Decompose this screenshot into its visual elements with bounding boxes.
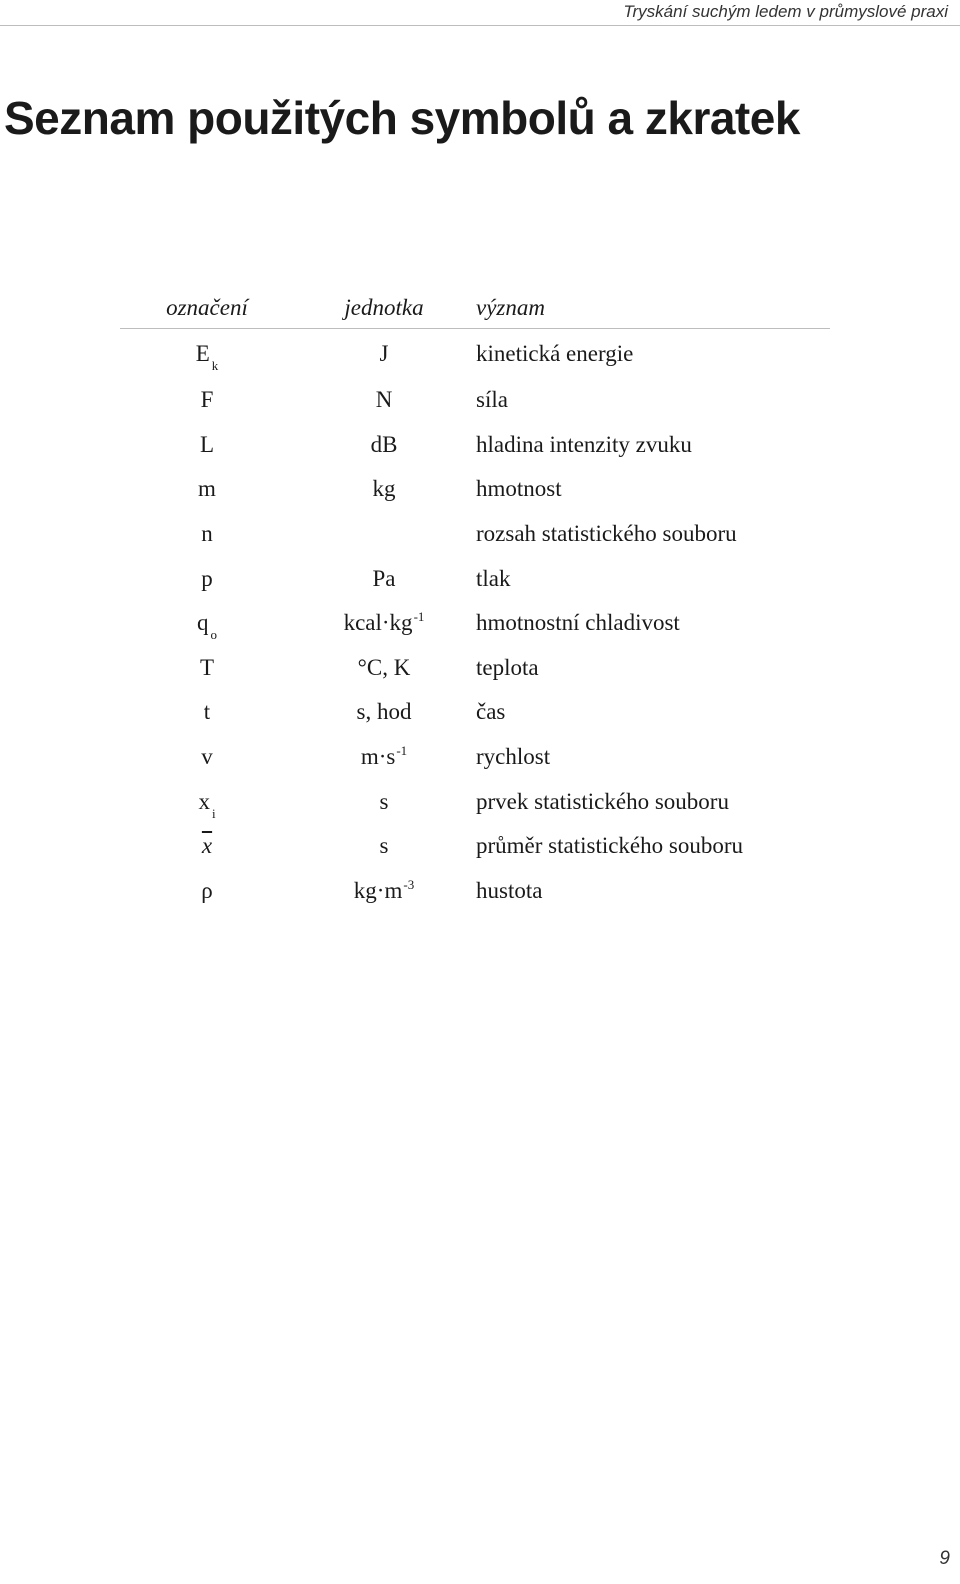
table-row [120,824,830,869]
meaning-cell: síla [476,387,508,413]
running-header: Tryskání suchým ledem v průmyslové praxi [623,2,948,21]
column-header-unit: jednotka [294,288,474,329]
unit-cell: $kcal\cdot kg^{-1}$ [343,609,425,636]
column-header-meaning: význam [474,288,830,329]
unit-cell: $kg\cdot m^{-3}$ [353,876,415,903]
page-title: Seznam použitých symbolů a zkratek [4,92,800,144]
unit-cell: s [379,788,389,814]
table-row [120,329,830,379]
meaning-cell: kinetická energie [476,340,634,366]
header-rule [0,25,960,26]
table-row [120,423,830,468]
table-header-row [120,288,830,329]
symbol-cell: n [201,521,213,547]
meaning-cell: hmotnost [476,476,562,502]
unit-cell: J [379,340,389,366]
symbol-cell: v [201,744,213,770]
symbol-cell: F [200,387,214,413]
meaning-cell: hustota [476,877,543,903]
unit-cell: s, hod [356,699,412,725]
table-row [120,779,830,824]
symbols-table [120,288,830,913]
symbol-cell [120,824,294,869]
table-row [120,467,830,512]
table-row [120,646,830,691]
meaning-cell: hladina intenzity zvuku [476,431,692,457]
table-row [120,556,830,601]
unit-cell: $m\cdot s^{-1}$ [360,743,408,770]
symbol-cell: p [201,565,213,591]
meaning-cell: rozsah statistického souboru [476,521,737,547]
table-row [120,869,830,914]
symbol-cell: t [203,699,211,725]
meaning-cell: průměr statistického souboru [476,833,744,859]
meaning-cell: rychlost [476,744,551,770]
meaning-cell: prvek statistického souboru [476,788,729,814]
symbol-cell: q $_o$ [197,610,217,643]
page-number: 9 [939,1548,950,1569]
meaning-cell: čas [476,699,506,725]
symbol-cell: ρ [201,877,213,903]
unit-cell: dB [370,431,398,457]
meaning-cell: teplota [476,654,539,680]
symbol-cell: L [199,431,215,457]
x-bar-symbol: $\overline{x}$ [201,833,213,859]
unit-cell: kg [372,476,396,502]
table-row [120,690,830,735]
table-row [120,378,830,423]
unit-cell: Pa [372,565,396,591]
unit-cell: s [379,833,389,859]
symbol-cell: x $_i$ [198,788,216,821]
unit-cell: N [375,387,393,413]
unit-cell: °C, K [357,654,411,680]
unit-cell [294,512,474,557]
table-row [120,735,830,780]
meaning-cell: tlak [476,565,511,591]
symbol-cell: E $_k$ [195,340,219,373]
meaning-cell: hmotnostní chladivost [476,610,680,636]
column-header-symbol: označení [120,288,294,329]
table-row [120,601,830,646]
symbol-cell: T [199,654,215,680]
symbol-cell: m [198,476,216,502]
table-row [120,512,830,557]
